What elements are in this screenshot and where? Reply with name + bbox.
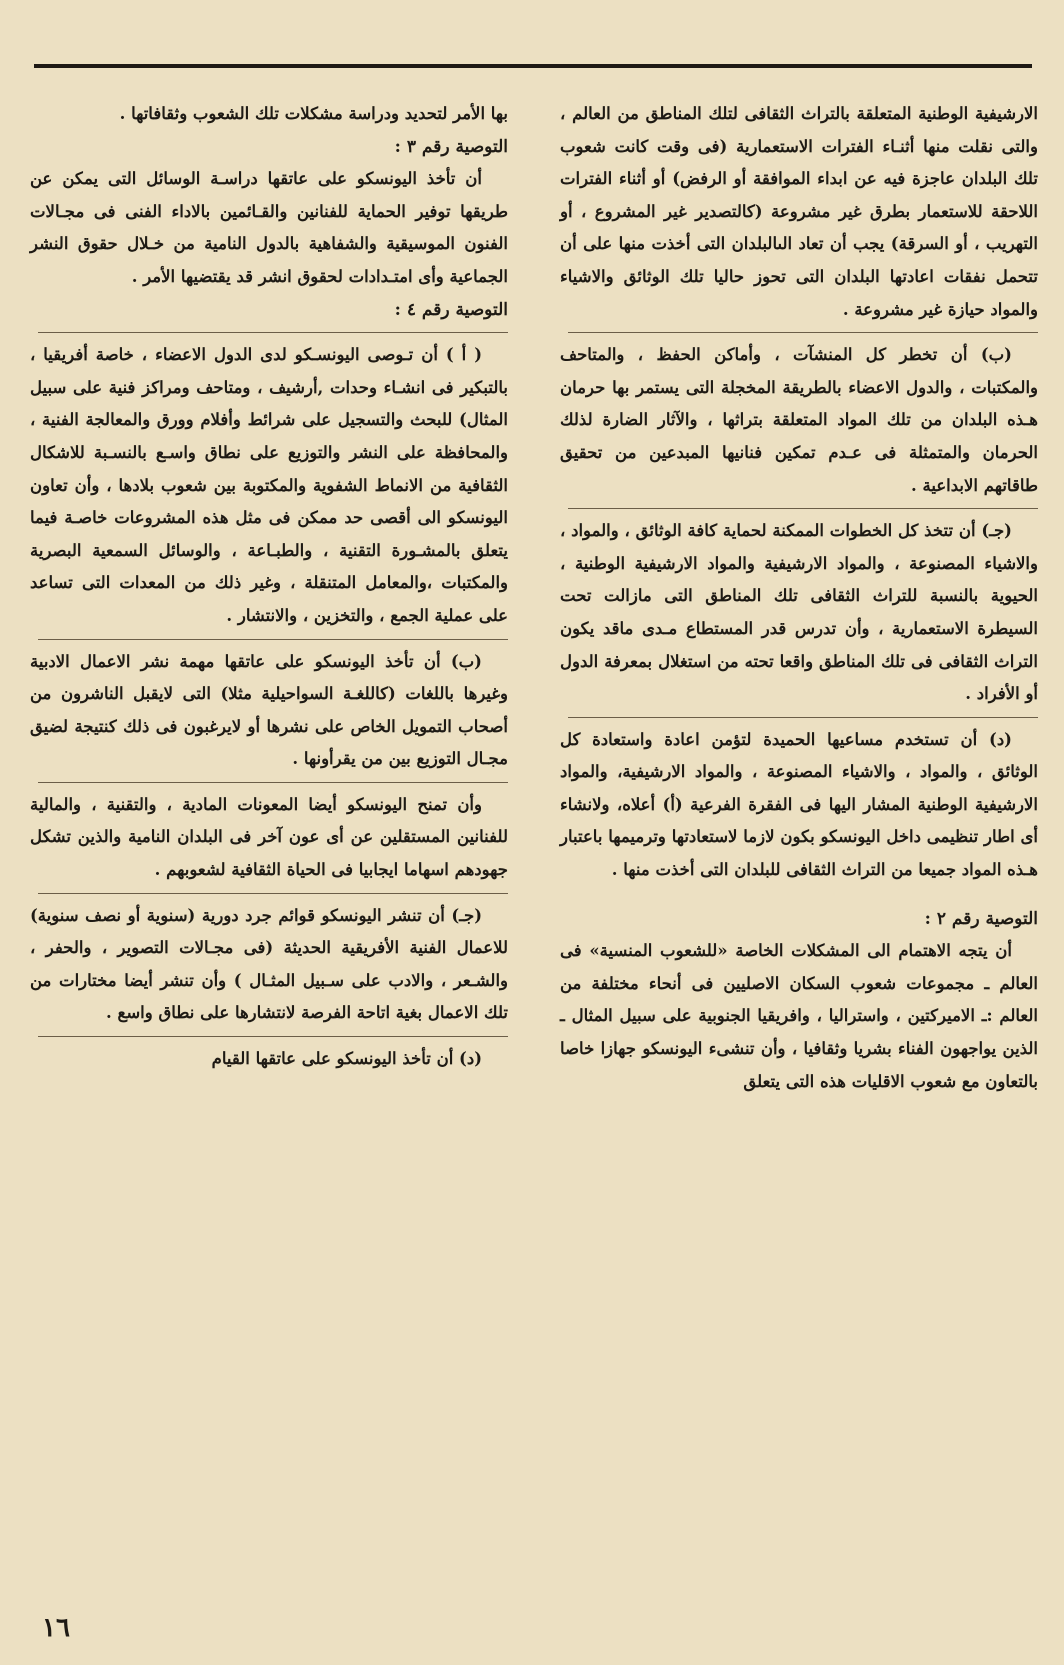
paragraph: (د) أن تأخذ اليونسكو على عاتقها القيام <box>211 1049 482 1069</box>
paragraph: أن يتجه الاهتمام الى المشكلات الخاصة «للشعوب المنسية» فى العالم ـ مجموعات شعوب السكان الاصليين فى أنحاء مختلفة من العالم :ـ الاميركتين ، واستراليا ، وافريقيا الجنوبية على سبيل المثال ـ الذين يواجهون الفناء بشريا وثقافيا ، وأن تنشىء اليونسكو جهازا خاصا بالتعاون مع شعوب الاقليات هذه التى يتعلق <box>560 941 1038 1091</box>
divider <box>38 1036 508 1037</box>
recommendation-heading: التوصية رقم ٤ : <box>394 299 508 320</box>
page-number: ١٦ <box>42 1613 70 1643</box>
paragraph: ( أ ) أن تـوصى اليونسـكو لدى الدول الاعضاء ، خاصة أفريقيا ، بالتبكير فى انشـاء وحدات ,أرشيف ، ومتاحف ومراكز فنية على سبيل المثال) للبحث والتسجيل على شرائط وأفلام وورق والمعالجة الفنية ، والمحافظة على النشر والتوزيع على نطاق واسـع بالنسـبة للاشكال الثقافية من الانماط الشفوية والمكتوبة بين شعوب بلادها ، وأن تعاون اليونسكو الى أقصى حد ممكن فى مثل هذه المشروعات خاصـة فيما يتعلق بالمشـورة التقنية ، والطبـاعة ، والوسائل السمعية البصرية والمكتبات ،والمعامل المتنقلة ، وغير ذلك من المعدات التى تساعد على عملية الجمع ، والتخزين ، والانتشار . <box>30 345 508 625</box>
paragraph: أن تأخذ اليونسكو على عاتقها دراسـة الوسائل التى يمكن عن طريقها توفير الحماية للفنانين والقـائمين بالاداء الفنى فى مجـالات الفنون الموسيقية والشفاهية بالدول النامية من خـلال حقوق النشر الجماعية وأى امتـدادات لحقوق انشر قد يقتضيها الأمر . <box>30 169 508 286</box>
paragraph: (د) أن تستخدم مساعيها الحميدة لتؤمن اعادة واستعادة كل الوثائق ، والمواد ، والاشياء المصنوعة ، والمواد الارشيفية، والمواد الارشيفية الوطنية المشار اليها فى الفقرة الفرعية (أ) أعلاه، ولانشاء أى اطار تنظيمى داخل اليونسكو بكون لازما لاستعادتها وترميمها باعتبار هـذه المواد جميعا من التراث الثقافى للبلدان التى أخذت منها . <box>560 729 1038 880</box>
divider <box>38 782 508 783</box>
divider <box>568 508 1038 509</box>
paragraph: الارشيفية الوطنية المتعلقة بالتراث الثقافى لتلك المناطق من العالم ، والتى نقلت منها أثنـاء الفترات الاستعمارية (فى وقت كانت شعوب تلك البلدان عاجزة فيه عن ابداء الموافقة أو الرفض) أو أثناء الفترات اللاحقة للاستعمار بطرق غير مشروعة (كالتصدير غير المشروع ، أو التهريب ، أو السرقة) يجب أن تعاد الىالبلدان التى أخذت منها على أن تتحمل نفقات اعادتها البلدان التى تحوز حاليا تلك الوثائق والاشياء والمواد حيازة غير مشروعة . <box>560 104 1038 319</box>
divider <box>568 717 1038 718</box>
divider <box>38 893 508 894</box>
paragraph: (جـ) أن تنشر اليونسكو قوائم جرد دورية (سنوية أو نصف سنوية) للاعمال الفنية الأفريقية الحديثة (فى مجـالات التصوير ، والحفر ، والشـعر ، والادب على سـبيل المثـال ) وأن تنشر أيضا مختارات من تلك الاعمال بغية اتاحة الفرصة لانتشارها على نطاق واسع . <box>30 905 508 1023</box>
divider <box>38 332 508 333</box>
paragraph: (ب) أن تخطر كل المنشآت ، وأماكن الحفظ ، والمتاحف والمكتبات ، والدول الاعضاء بالطريقة المخجلة التى يستمر بها حرمان هـذه البلدان من تلك المواد المتعلقة بتراثها ، والآثار الضارة لذلك الحرمان والمتمثلة فى عـدم تمكين فنانيها المبدعين من تحقيق طاقاتهم الابداعية . <box>560 345 1038 495</box>
divider <box>38 639 508 640</box>
divider <box>568 332 1038 333</box>
paragraph: (ب) أن تأخذ اليونسكو على عاتقها مهمة نشر الاعمال الادبية وغيرها باللغات (كاللغـة السواحيلية مثلا) التى لايقبل الناشرون من أصحاب التمويل الخاص على نشرها أو لايرغبون فى ذلك كنتيجة لضيق مجـال التوزيع بين من يقرأونها . <box>30 651 508 769</box>
recommendation-heading: التوصية رقم ٣ : <box>394 136 508 157</box>
recommendation-heading: التوصية رقم ٢ : <box>924 908 1038 929</box>
paragraph: (جـ) أن تتخذ كل الخطوات الممكنة لحماية كافة الوثائق ، والمواد ، والاشياء المصنوعة ، والمواد الارشيفية والمواد الارشيفية الوطنية ، الحيوية بالنسبة للتراث الثقافى تلك المناطق التى مازالت تحت السيطرة الاستعمارية ، وأن تدرس قدر المستطاع مـدى ماقد يكون التراث الثقافى فى تلك المناطق واقعا تحته من استغلال بمعرفة الدول أو الأفراد . <box>560 521 1038 704</box>
top-rule <box>34 64 1032 68</box>
paragraph: بها الأمر لتحديد ودراسة مشكلات تلك الشعوب وثقافاتها . <box>119 104 508 123</box>
right-column <box>560 98 1038 1098</box>
paragraph: وأن تمنح اليونسكو أيضا المعونات المادية ، والتقنية ، والمالية للفنانين المستقلين عن أى عون آخر فى البلدان النامية والذين تشكل جهودهم اسهاما ايجابيا فى الحياة الثقافية لشعوبهم . <box>30 794 508 880</box>
left-column <box>30 98 508 1076</box>
